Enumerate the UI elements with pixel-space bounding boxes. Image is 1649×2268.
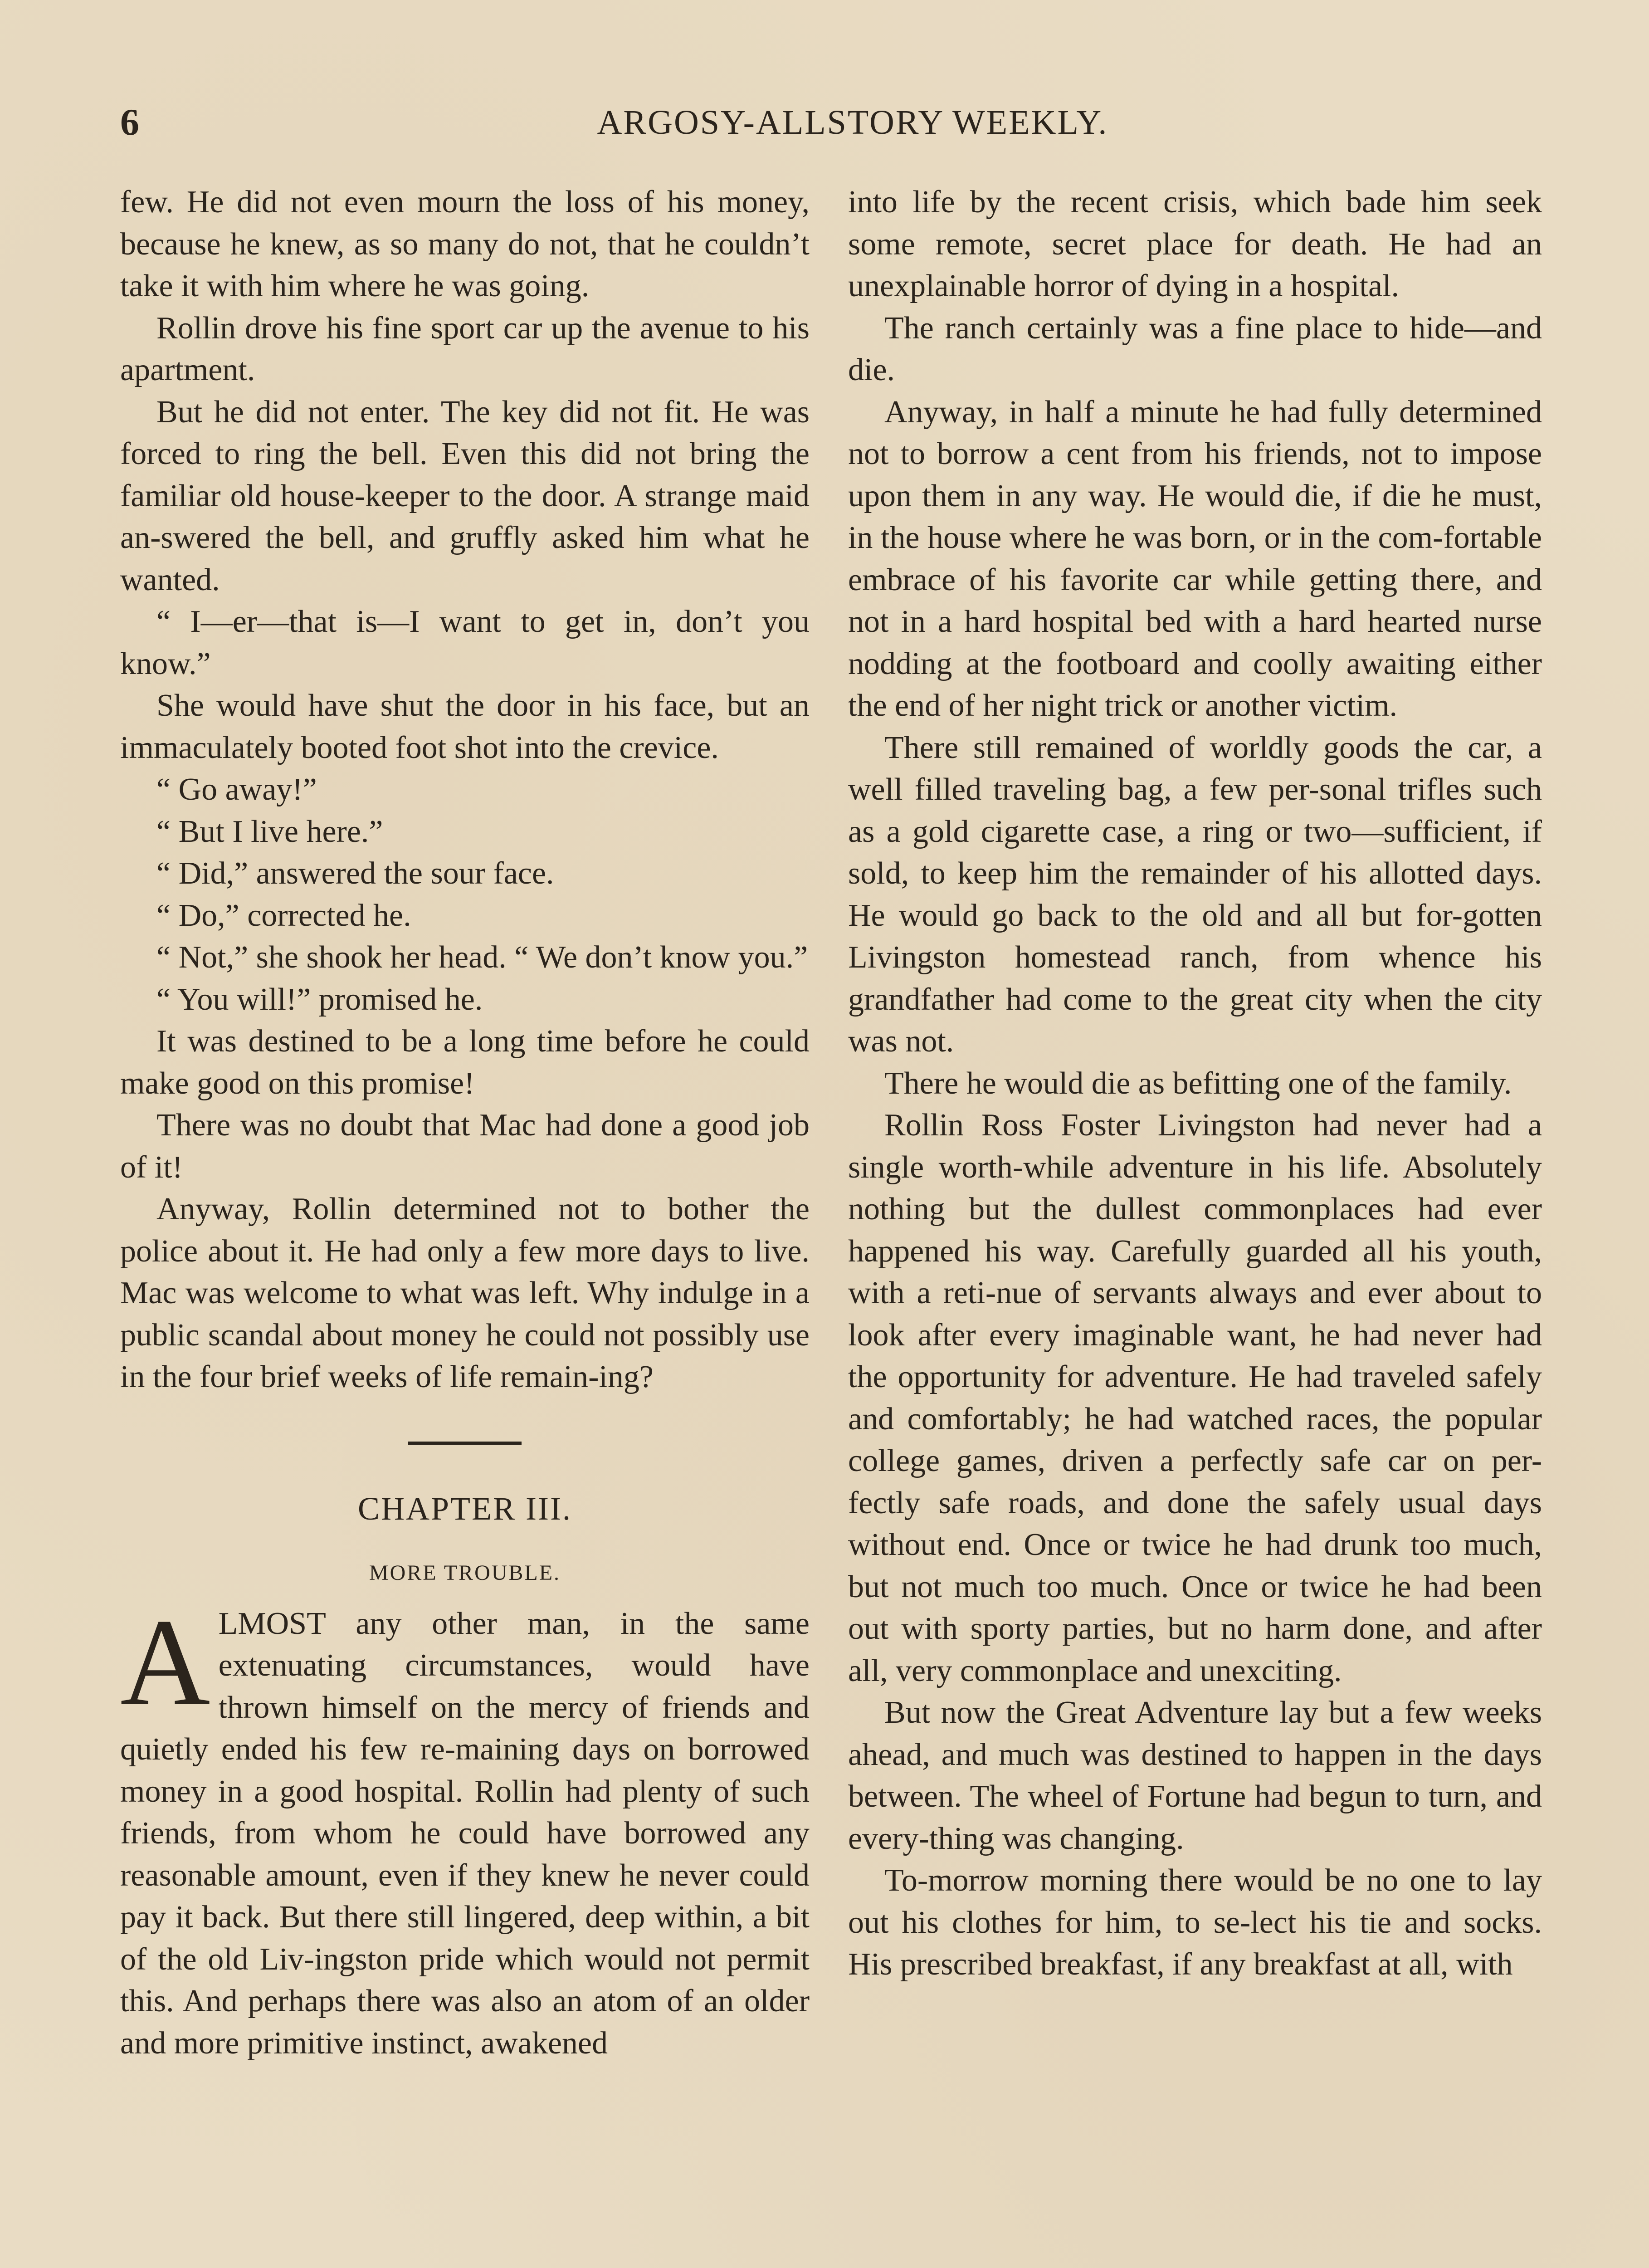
- paragraph: Anyway, in half a minute he had fully determined not to borrow a cent from his friends, not to impose upon them in any way. He would die, if die he must, in the house where he was born, or in the com-fortable embrace of his favorite car while getting there, and not in a hard hospital bed with a hard hearted nurse nodding at the footboard and coolly awaiting either the end of her night trick or another victim.: [848, 394, 1542, 723]
- paragraph: “ I—er—that is—I want to get in, don’t you know.”: [120, 604, 810, 681]
- left-column: [120, 181, 810, 2064]
- paragraph: “ Not,” she shook her head. “ We don’t know you.”: [156, 940, 808, 975]
- paragraph: To-morrow morning there would be no one to lay out his clothes for him, to se-lect his tie and socks. His prescribed breakfast, if any breakfast at all, with: [848, 1863, 1542, 1982]
- paragraph: Rollin drove his fine sport car up the avenue to his apartment.: [120, 310, 810, 387]
- paragraph: There was no doubt that Mac had done a good job of it!: [120, 1108, 810, 1185]
- chapter-subtitle: MORE TROUBLE.: [369, 1560, 561, 1585]
- paragraph: “ Go away!”: [156, 772, 317, 807]
- paragraph: “ You will!” promised he.: [156, 982, 483, 1017]
- paragraph: Anyway, Rollin determined not to bother the police about it. He had only a few more days to live. Mac was welcome to what was left. Why indulge in a public scandal about money he could not possibly use in the four brief weeks of life remain-ing?: [120, 1192, 810, 1394]
- paragraph: Rollin Ross Foster Livingston had never had a single worth-while adventure in his life. Absolutely nothing but the dullest commonplaces had ever happened his way. Carefully guarded all his youth, with a reti-nue of servants always and ever about to look after every imaginable want, he had never had the opportunity for adventure. He had traveled safely and comfortably; he had watched races, the popular college games, driven a perfectly safe car on per-fectly safe roads, and done the safely usual days without end. Once or twice he had drunk too much, but not much too much. Once or twice he had been out with sporty parties, but no harm done, and after all, very commonplace and unexciting.: [848, 1108, 1542, 1688]
- paragraph: “ Did,” answered the sour face.: [156, 856, 554, 891]
- paragraph: few. He did not even mourn the loss of his money, because he knew, as so many do not, that he couldn’t take it with him where he was going.: [120, 185, 810, 303]
- paragraph: There he would die as befitting one of the family.: [884, 1066, 1512, 1101]
- paragraph: There still remained of worldly goods the car, a well filled traveling bag, a few per-sonal trifles such as a gold cigarette case, a ring or two—sufficient, if sold, to keep him the remainder of his allotted days. He would go back to the old and all but for-gotten Livingston homestead ranch, from whence his grandfather had come to the great city when the city was not.: [848, 730, 1542, 1059]
- chapter-title: CHAPTER III.: [358, 1490, 572, 1527]
- paragraph: She would have shut the door in his face, but an immaculately booted foot shot into the crevice.: [120, 688, 810, 765]
- paragraph: “ Do,” corrected he.: [156, 898, 411, 933]
- paragraph: It was destined to be a long time before he could make good on this promise!: [120, 1024, 810, 1101]
- paragraph: The ranch certainly was a fine place to hide—and die.: [848, 310, 1542, 387]
- chapter-opening-text: LMOST any other man, in the same extenuating circumstances, would have thrown himself on the mercy of friends and quietly ended his few re-maining days on borrowed money in a good hospital. Rollin had plenty of such friends, from whom he could have borrowed any reasonable amount, even if they knew he never could pay it back. But there still lingered, deep within, a bit of the old Liv-ingston pride which would not permit this. And perhaps there was also an atom of an older and more primitive instinct, awakened: [120, 1606, 810, 2061]
- section-divider: [408, 1442, 522, 1445]
- paragraph: into life by the recent crisis, which bade him seek some remote, secret place for death. He had an unexplainable horror of dying in a hospital.: [848, 185, 1542, 303]
- chapter-opening-paragraph: [120, 1593, 810, 2065]
- drop-cap: A: [120, 1593, 210, 1731]
- right-column: [848, 181, 1542, 1986]
- paragraph: But he did not enter. The key did not fit. He was forced to ring the bell. Even this did not bring the familiar old house-keeper to the door. A strange maid an-swered the bell, and gruffly asked him what he wanted.: [120, 394, 810, 597]
- running-head: ARGOSY-ALLSTORY WEEKLY.: [597, 103, 1108, 142]
- page-number: 6: [120, 101, 139, 143]
- paragraph: But now the Great Adventure lay but a few weeks ahead, and much was destined to happen in the days between. The wheel of Fortune had begun to turn, and every-thing was changing.: [848, 1695, 1542, 1856]
- paragraph: “ But I live here.”: [156, 814, 383, 849]
